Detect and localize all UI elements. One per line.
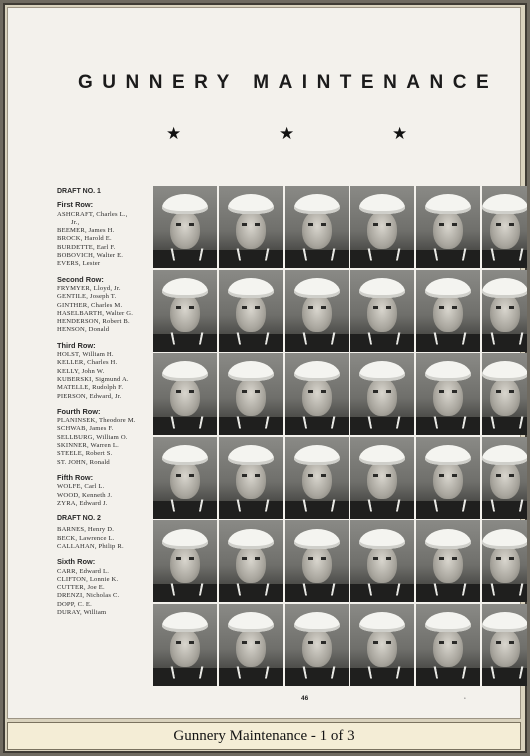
portrait-collar [171,667,204,679]
sailor-portrait [350,520,414,602]
portrait-face [302,461,332,499]
caption-bar [7,722,521,750]
portrait-hat [162,445,208,465]
row-heading: Third Row: [57,340,96,350]
roster-name: FRYMYER, Lloyd, Jr. [57,284,121,292]
portrait-hat [359,612,405,632]
portrait-collar [236,667,269,679]
portrait-eyes [439,223,457,226]
portrait-eyes [496,390,514,393]
roster-name: ZYRA, Edward J. [57,499,108,507]
sailor-portrait [153,353,217,435]
sailor-portrait [153,520,217,602]
roster-group-sixth-row [57,558,157,617]
row-heading: First Row: [57,200,94,210]
portrait-hat [425,278,471,298]
portrait-hat [162,529,208,549]
portrait-collar [171,333,204,345]
portrait-eyes [308,557,326,560]
portrait-face [302,378,332,416]
portrait-hat [162,278,208,298]
portrait-collar [236,500,269,512]
portrait-eyes [496,306,514,309]
portrait-eyes [373,390,391,393]
portrait-eyes [439,557,457,560]
portrait-collar [302,667,335,679]
portrait-collar [171,249,204,261]
portrait-hat [482,278,527,298]
portrait-collar [302,500,335,512]
portrait-hat [482,529,527,549]
roster-group-draft-2 [57,515,157,551]
portrait-face [367,461,397,499]
sailor-portrait [416,604,480,686]
portrait-eyes [176,223,194,226]
roster-name: Jr., [71,218,80,226]
portrait-face [433,294,463,332]
portrait-collar [302,249,335,261]
sailor-portrait [482,520,527,602]
sailor-portrait [482,353,527,435]
portrait-hat [294,612,340,632]
roster-name: MATELLE, Rudolph F. [57,384,124,392]
portrait-collar [171,583,204,595]
portrait-eyes [373,306,391,309]
name-roster [57,188,157,624]
portrait-collar [491,667,524,679]
page-title: GUNNERY MAINTENANCE [78,72,499,93]
portrait-collar [368,416,401,428]
portrait-face [367,629,397,667]
roster-name: BROCK, Harold E. [57,235,112,243]
roster-name: KUBERSKI, Sigmund A. [57,375,129,383]
roster-name: SKINNER, Warren L. [57,442,119,450]
roster-group-third-row [57,342,157,401]
portrait-hat [294,445,340,465]
sailor-portrait [219,186,283,268]
portrait-eyes [176,474,194,477]
portrait-eyes [242,474,260,477]
sailor-portrait [219,353,283,435]
sailor-portrait [285,353,349,435]
portrait-hat [359,278,405,298]
portrait-face [170,545,200,583]
roster-name: CUTTER, Joe E. [57,584,105,592]
portrait-eyes [308,306,326,309]
sailor-portrait [350,270,414,352]
portrait-face [433,378,463,416]
sailor-portrait [219,604,283,686]
portrait-face [433,211,463,249]
portrait-hat [425,194,471,214]
portrait-eyes [242,306,260,309]
portrait-hat [482,361,527,381]
portrait-collar [368,249,401,261]
portrait-eyes [373,641,391,644]
portrait-face [490,211,520,249]
portrait-eyes [176,557,194,560]
portrait-face [170,294,200,332]
portrait-eyes [373,223,391,226]
roster-name: CALLAHAN, Philip R. [57,542,124,550]
portrait-face [490,629,520,667]
portrait-eyes [308,390,326,393]
portrait-hat [425,361,471,381]
portrait-collar [236,333,269,345]
portrait-collar [368,667,401,679]
roster-name: KELLY, John W. [57,367,105,375]
page-number: 46 [301,695,309,702]
portrait-face [236,378,266,416]
roster-name: BURDETTE, Earl F. [57,243,116,251]
portrait-hat [228,529,274,549]
row-heading: Fourth Row: [57,406,101,416]
portrait-hat [359,445,405,465]
sailor-portrait [153,437,217,519]
roster-name: CARR, Edward L. [57,567,110,575]
portrait-face [367,211,397,249]
sailor-portrait [416,437,480,519]
sailor-portrait [350,353,414,435]
sailor-portrait [350,186,414,268]
portrait-hat [425,612,471,632]
roster-name: SCHWAB, James F. [57,425,114,433]
portrait-hat [162,612,208,632]
sailor-portrait [219,520,283,602]
portrait-face [490,378,520,416]
portrait-hat [482,445,527,465]
portrait-face [302,211,332,249]
portrait-eyes [308,474,326,477]
portrait-eyes [176,306,194,309]
sailor-portrait [416,520,480,602]
portrait-face [302,629,332,667]
roster-name: WOLFE, Carl L. [57,483,105,491]
roster-group-first-row [57,201,157,268]
portrait-collar [434,583,467,595]
portrait-eyes [496,474,514,477]
roster-name: KELLER, Charles H. [57,359,118,367]
row-heading: Second Row: [57,274,104,284]
portrait-collar [368,583,401,595]
portrait-hat [425,529,471,549]
portrait-hat [228,361,274,381]
portrait-collar [171,500,204,512]
portrait-eyes [439,306,457,309]
portrait-eyes [176,390,194,393]
portrait-face [170,378,200,416]
roster-name: GINTHER, Charles M. [57,301,123,309]
image-caption: Gunnery Maintenance - 1 of 3 [173,727,355,744]
portrait-collar [434,333,467,345]
portrait-eyes [242,557,260,560]
portrait-collar [302,333,335,345]
roster-group-fourth-row [57,408,157,467]
portrait-face [236,294,266,332]
portrait-face [170,461,200,499]
portrait-face [367,294,397,332]
sailor-portrait [285,437,349,519]
sailor-portrait [482,604,527,686]
portrait-hat [294,361,340,381]
portrait-hat [294,529,340,549]
portrait-hat [359,529,405,549]
star-icon: ★ [279,124,295,143]
portrait-collar [236,249,269,261]
roster-name: ASHCRAFT, Charles L., [57,210,128,218]
portrait-face [170,629,200,667]
portrait-face [236,629,266,667]
roster-name: HOLST, William H. [57,351,114,359]
portrait-hat [294,278,340,298]
portrait-eyes [439,641,457,644]
portrait-hat [228,278,274,298]
portrait-face [170,211,200,249]
portrait-face [302,545,332,583]
portrait-face [433,545,463,583]
portrait-face [302,294,332,332]
portrait-collar [491,583,524,595]
row-heading: Sixth Row: [57,557,96,567]
portrait-hat [294,194,340,214]
star-icon: ★ [166,124,182,143]
roster-name: DOPP, C. E. [57,600,92,608]
draft-heading: DRAFT NO. 1 [57,188,101,195]
roster-name: ST. JOHN, Ronald [57,458,110,466]
portrait-grid [153,186,527,686]
portrait-face [367,545,397,583]
portrait-eyes [439,390,457,393]
portrait-hat [162,194,208,214]
roster-name: HENDERSON, Robert B. [57,318,130,326]
portrait-collar [434,667,467,679]
sailor-portrait [350,604,414,686]
roster-name: PLANINSEK, Theodore M. [57,417,136,425]
portrait-face [236,545,266,583]
portrait-hat [228,445,274,465]
sailor-portrait [482,186,527,268]
portrait-face [236,461,266,499]
roster-name: WOOD, Kenneth J. [57,491,113,499]
sailor-portrait [153,270,217,352]
roster-name: DURAY, William [57,609,107,617]
portrait-face [433,629,463,667]
star-icon: ★ [392,124,408,143]
portrait-collar [302,583,335,595]
yearbook-page [7,7,521,719]
portrait-eyes [373,474,391,477]
portrait-hat [482,194,527,214]
portrait-collar [171,416,204,428]
sailor-portrait [219,437,283,519]
roster-name: EVERS, Lester [57,260,101,268]
roster-name: HENSON, Donald [57,326,110,334]
roster-name: GENTILE, Joseph T. [57,293,117,301]
portrait-collar [368,500,401,512]
portrait-hat [425,445,471,465]
portrait-face [490,294,520,332]
row-heading: Fifth Row: [57,472,94,482]
portrait-face [367,378,397,416]
portrait-hat [228,194,274,214]
sailor-portrait [285,186,349,268]
draft-heading: DRAFT NO. 2 [57,515,101,523]
roster-name: BARNES, Henry D. [57,526,115,534]
roster-group-second-row [57,276,157,335]
portrait-collar [236,583,269,595]
portrait-face [433,461,463,499]
portrait-hat [162,361,208,381]
roster-name: PIERSON, Edward, Jr. [57,392,122,400]
sailor-portrait [416,186,480,268]
sailor-portrait [285,604,349,686]
portrait-hat [228,612,274,632]
roster-name: DRENZI, Nicholas C. [57,592,120,600]
portrait-hat [359,361,405,381]
portrait-eyes [373,557,391,560]
roster-name: BECK, Lawrence L. [57,534,115,542]
portrait-eyes [308,641,326,644]
sailor-portrait [482,437,527,519]
portrait-eyes [308,223,326,226]
portrait-face [490,545,520,583]
sailor-portrait [350,437,414,519]
portrait-hat [482,612,527,632]
sailor-portrait [416,353,480,435]
roster-name: SELLBURG, William O. [57,433,128,441]
sailor-portrait [219,270,283,352]
portrait-collar [302,416,335,428]
sailor-portrait [153,604,217,686]
portrait-eyes [242,223,260,226]
roster-name: BOBOVICH, Walter E. [57,252,124,260]
portrait-eyes [496,641,514,644]
portrait-collar [434,249,467,261]
portrait-eyes [242,641,260,644]
portrait-collar [434,500,467,512]
sailor-portrait [416,270,480,352]
sailor-portrait [285,520,349,602]
portrait-face [236,211,266,249]
roster-name: STEELE, Robert S. [57,450,113,458]
portrait-collar [236,416,269,428]
portrait-eyes [242,390,260,393]
roster-group-fifth-row [57,474,157,508]
roster-name: CLIFTON, Lonnie K. [57,575,119,583]
portrait-eyes [496,223,514,226]
portrait-eyes [176,641,194,644]
portrait-eyes [439,474,457,477]
portrait-eyes [496,557,514,560]
portrait-collar [368,333,401,345]
roster-name: HASELBARTH, Walter G. [57,309,134,317]
edge-mark: • [464,697,466,702]
sailor-portrait [153,186,217,268]
portrait-hat [359,194,405,214]
portrait-collar [434,416,467,428]
sailor-portrait [482,270,527,352]
roster-name: BEEMER, James H. [57,227,115,235]
portrait-face [490,461,520,499]
sailor-portrait [285,270,349,352]
